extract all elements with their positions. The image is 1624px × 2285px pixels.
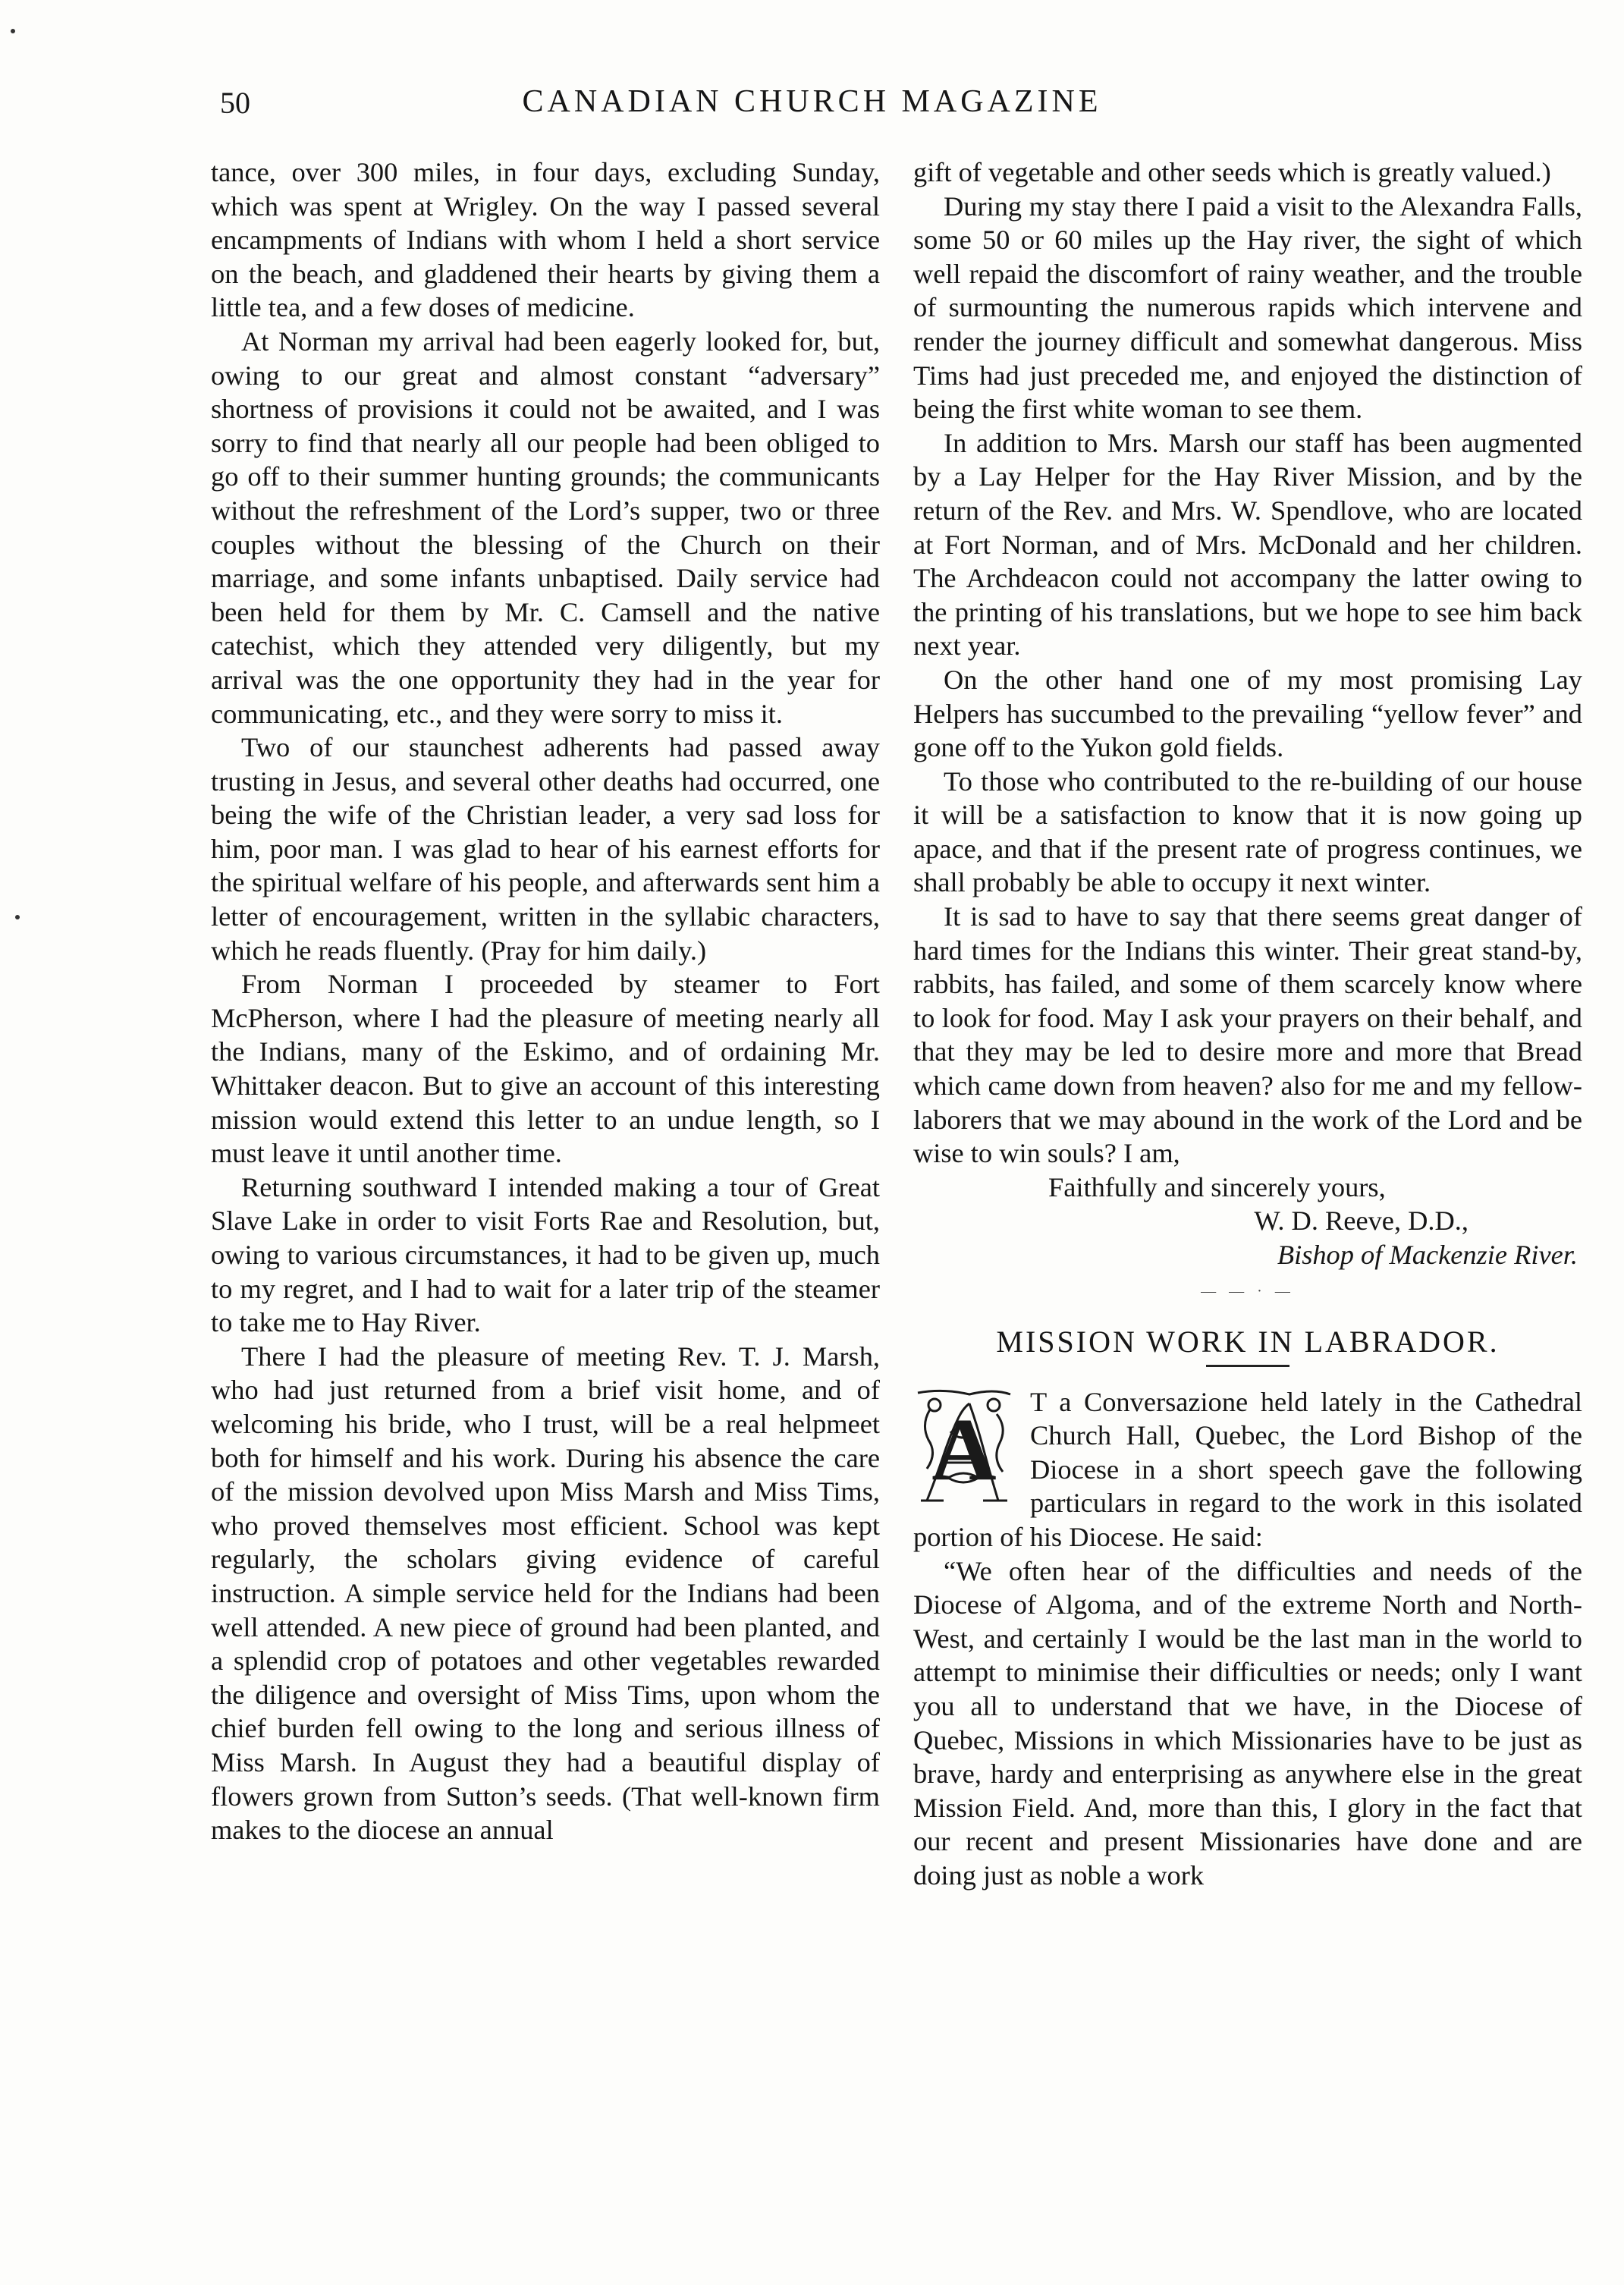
paragraph: gift of vegetable and other seeds which is greatly valued.) bbox=[913, 157, 1551, 187]
section-divider: — — · — bbox=[1201, 1282, 1295, 1300]
ornamental-dropcap bbox=[913, 1387, 1015, 1510]
paragraph: During my stay there I paid a visit to the Alexandra Falls, some 50 or 60 miles up the Hay river, the sight of which well repaid the discomfort of rainy weather, and the trouble of surmounting the numerous rapids which intervene and render the journey difficult and somewhat dangerous. Miss Tims had just preceded me, and enjoyed the distinction of being the first white woman to see them. bbox=[913, 190, 1582, 425]
margin-mark bbox=[15, 915, 20, 919]
article-lead: T a Conversazione held lately in the Cathedral Church Hall, Quebec, the Lord Bishop of the Diocese in a short speech gave the following particulars in regard to the work in this isolated portion of his Diocese. He said: bbox=[913, 1386, 1582, 1552]
paragraph: On the other hand one of my most promising Lay Helpers has succumbed to the prevailing “yellow fever” and gone off to the Yukon gold fields. bbox=[913, 664, 1582, 763]
signature-name: W. D. Reeve, D.D., bbox=[1254, 1205, 1469, 1237]
paragraph: Returning southward I intended making a tour of Great Slave Lake in order to visit Forts Rae and Resolution, but, owing to various circumstances, it had to be given up, much to my regret, and I had to wait for a later trip of the steamer to take me to Hay River. bbox=[211, 1171, 880, 1338]
signature-title: Bishop of Mackenzie River. bbox=[1277, 1240, 1578, 1270]
paragraph: tance, over 300 miles, in four days, excluding Sunday, which was spent at Wrigley. On the way I passed several encampments of Indians with whom I held a short service on the beach, and gladdened their hearts by giving them a little tea, and a few doses of medicine. bbox=[211, 157, 880, 323]
left-column bbox=[211, 156, 880, 1847]
paragraph: From Norman I proceeded by steamer to Fort McPherson, where I had the pleasure of meeting nearly all the Indians, many of the Eskimo, and of ordaining Mr. Whittaker deacon. But to give an account of this interesting mission would extend this letter to an undue length, so I must leave it until another time. bbox=[211, 969, 880, 1169]
paragraph: In addition to Mrs. Marsh our staff has been augmented by a Lay Helper for the Hay River Mission, and by the return of the Rev. and Mrs. W. Spendlove, who are located at Fort Norman, and of Mrs. McDonald and her children. The Archdeacon could not accompany the latter owing to the printing of his translations, but we hope to see him back next year. bbox=[913, 427, 1582, 662]
margin-mark bbox=[11, 29, 15, 33]
page-number: 50 bbox=[220, 86, 250, 120]
dropcap-letter: A bbox=[931, 1399, 997, 1499]
letter-signoff: Faithfully and sincerely yours, bbox=[1048, 1171, 1386, 1202]
paragraph: There I had the pleasure of meeting Rev. T. J. Marsh, who had just returned from a brief visit home, and of welcoming his bride, who I trust, will be a real helpmeet both for himself and his work. During his absence the care of the mission devolved upon Miss Marsh and Miss Tims, who proved themselves most efficient. School was kept regularly, the scholars giving evidence of careful instruction. A simple service held for the Indians had been well attended. A new piece of ground had been planted, and a splendid crop of potatoes and other vegetables rewarded the diligence and oversight of Miss Tims, upon whom the chief burden fell owing to the long and serious illness of Miss Marsh. In August they had a beautiful display of flowers grown from Sutton’s seeds. (That well-known firm makes to the diocese an annual bbox=[211, 1341, 880, 1846]
paragraph: It is sad to have to say that there seems great danger of hard times for the Indians this winter. Their great stand-by, rabbits, has failed, and some of them scarcely know where to look for food. May I ask your prayers on their behalf, and that they may be led to desire more and more that Bread which came down from heaven? also for me and my fellow-laborers that we may abound in the work of the Lord and be wise to win souls? I am, bbox=[913, 901, 1582, 1169]
right-column bbox=[913, 156, 1582, 1893]
title-rule bbox=[1206, 1365, 1289, 1367]
running-head: CANADIAN CHURCH MAGAZINE bbox=[522, 84, 1102, 119]
paragraph: To those who contributed to the re-building of our house it will be a satisfaction to know that it is now going up apace, and that if the present rate of progress continues, we shall probably be able to occupy it next winter. bbox=[913, 765, 1582, 898]
article-quote: “We often hear of the difficulties and needs of the Diocese of Algoma, and of the extreme North and North-West, and certainly I would be the last man in the world to attempt to minimise their difficulties or needs; only I want you all to understand that we have, in the Diocese of Quebec, Missions in which Missionaries have to be just as brave, hardy and enterprising as anywhere else in the great Mission Field. And, more than this, I glory in the fact that our recent and present Missionaries have done and are doing just as noble a work bbox=[913, 1555, 1582, 1891]
paragraph: Two of our staunchest adherents had passed away trusting in Jesus, and several other deaths had occurred, one being the wife of the Christian leader, a very sad loss for him, poor man. I was glad to hear of his earnest efforts for the spiritual welfare of his people, and afterwards sent him a letter of encouragement, written in the syllabic characters, which he reads fluently. (Pray for him daily.) bbox=[211, 732, 880, 966]
paragraph: At Norman my arrival had been eagerly looked for, but, owing to our great and almost constant “adversary” shortness of provisions it could not be awaited, and I was sorry to find that nearly all our people had been obliged to go off to their summer hunting grounds; the communicants without the refreshment of the Lord’s supper, two or three couples without the blessing of the Church on their marriage, and some infants unbaptised. Daily service had been held for them by Mr. C. Camsell and the native catechist, which they attended very diligently, but my arrival was the one opportunity they had in the year for communicating, etc., and they were sorry to miss it. bbox=[211, 325, 880, 729]
article-title: MISSION WORK IN LABRADOR. bbox=[996, 1324, 1500, 1359]
